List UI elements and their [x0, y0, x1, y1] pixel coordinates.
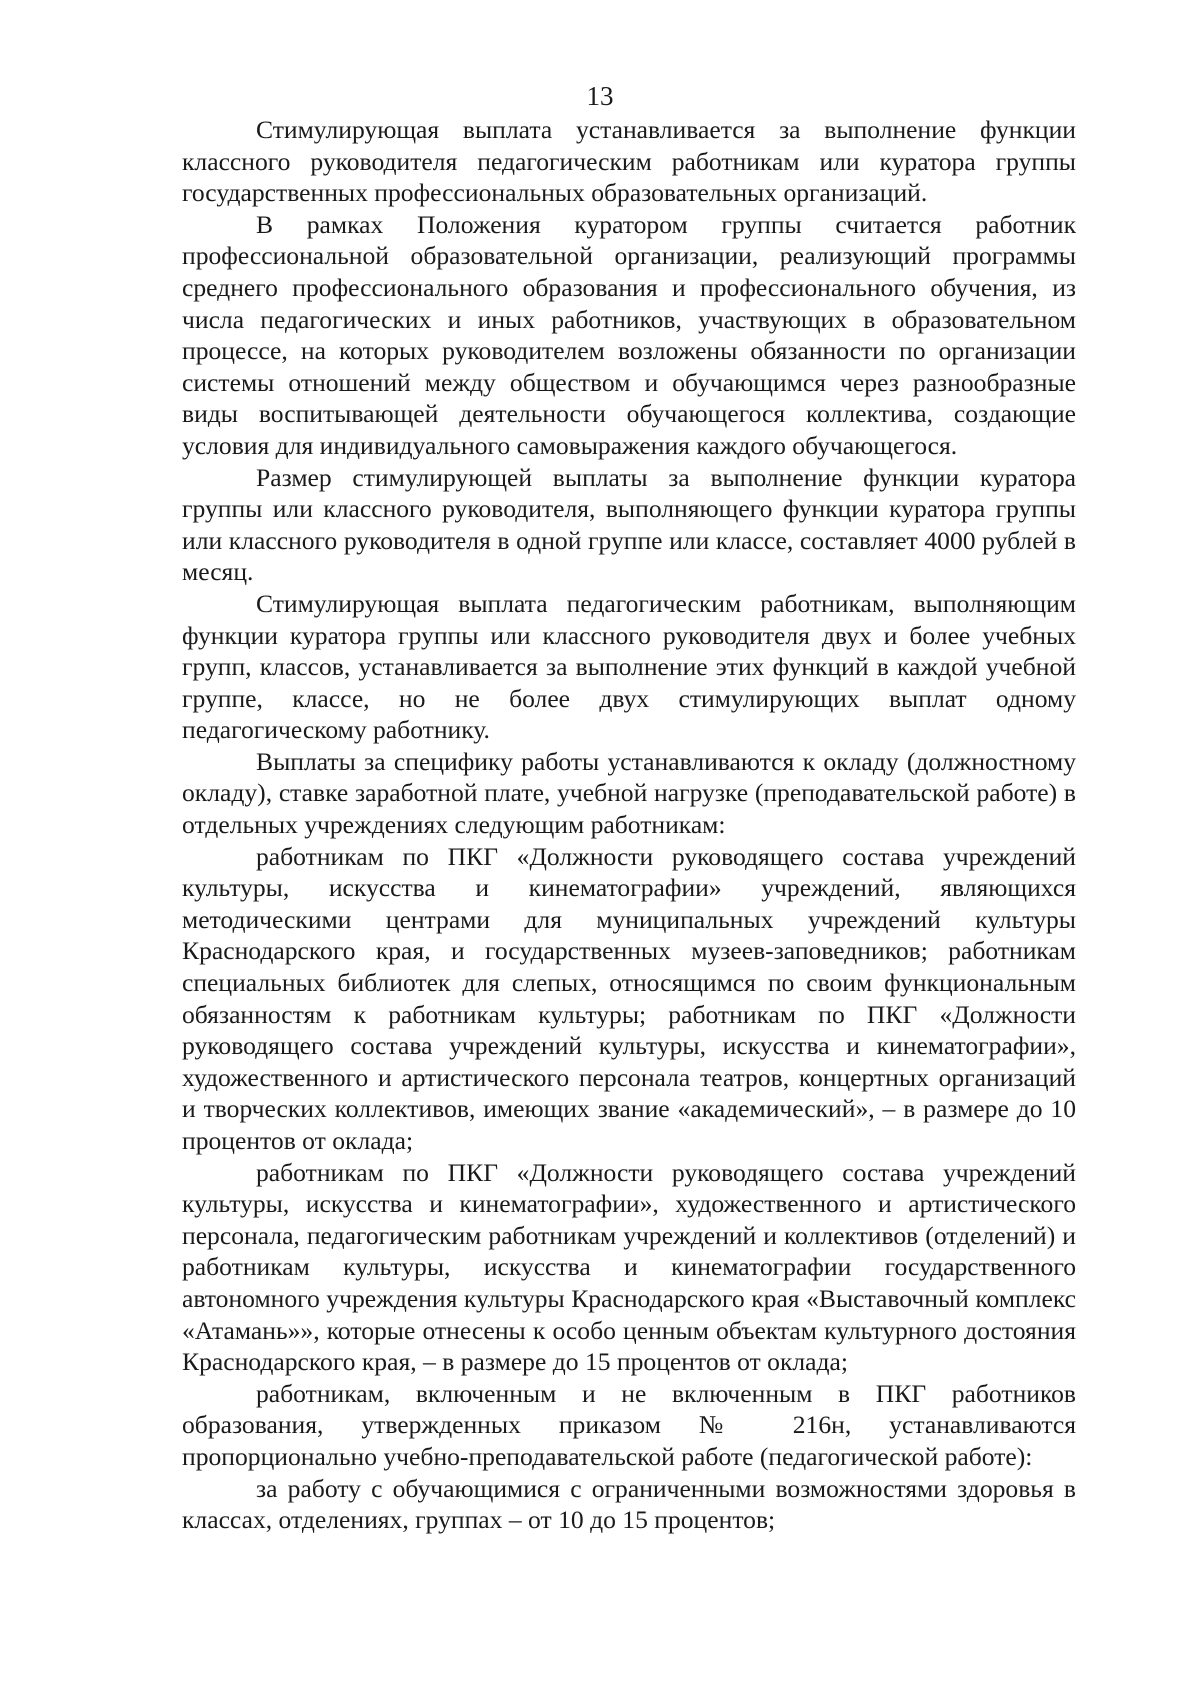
- paragraph: работникам, включенным и не включенным в ПКГ работников образования, утвержденных приказом № 216н, устанавливаются пропорционально учебно-преподавательской работе (педагогической работе):: [182, 1378, 1076, 1471]
- paragraph: Стимулирующая выплата педагогическим работникам, выполняющим функции куратора группы или классного руководителя двух и более учебных групп, классов, устанавливается за выполнение этих функций в каждой учебной группе, классе, но не более двух стимулирующих выплат одному педагогическому работнику.: [182, 588, 1076, 745]
- paragraph: Размер стимулирующей выплаты за выполнение функции куратора группы или классного руководителя, выполняющего функции куратора группы или классного руководителя в одной группе или классе, составляет 4000 рублей в месяц.: [182, 462, 1076, 587]
- paragraph: работникам по ПКГ «Должности руководящего состава учреждений культуры, искусства и кинематографии», художественного и артистического персонала, педагогическим работникам учреждений и коллективов (отделений) и работникам культуры, искусства и кинематографии государственного автономного учреждения культуры Краснодарского края «Выставочный комплекс «Атамань»», которые отнесены к особо ценным объектам культурного достояния Краснодарского края, – в размере до 15 процентов от оклада;: [182, 1157, 1076, 1377]
- paragraph: за работу с обучающимися с ограниченными возможностями здоровья в классах, отделениях, группах – от 10 до 15 процентов;: [182, 1473, 1076, 1535]
- paragraph: Стимулирующая выплата устанавливается за выполнение функции классного руководителя педагогическим работникам или куратора группы государственных профессиональных образовательных организаций.: [182, 115, 1076, 208]
- paragraph: В рамках Положения куратором группы считается работник профессиональной образовательной организации, реализующий программы среднего профессионального образования и профессионального обучения, из числа педагогических и иных работников, участвующих в образовательном процессе, на которых руководителем возложены обязанности по организации системы отношений между обществом и обучающимся через разнообразные виды воспитывающей деятельности обучающегося коллектива, создающие условия для индивидуального самовыражения каждого обучающегося.: [182, 209, 1076, 460]
- paragraph: работникам по ПКГ «Должности руководящего состава учреждений культуры, искусства и кинематографии» учреждений, являющихся методическими центрами для муниципальных учреждений культуры Краснодарского края, и государственных музеев-заповедников; работникам специальных библиотек для слепых, относящимся по своим функциональным обязанностям к работникам культуры; работникам по ПКГ «Должности руководящего состава учреждений культуры, искусства и кинематографии», художественного и артистического персонала театров, концертных организаций и творческих коллективов, имеющих звание «академический», – в размере до 10 процентов от оклада;: [182, 841, 1076, 1155]
- paragraph: Выплаты за специфику работы устанавливаются к окладу (должностному окладу), ставке заработной плате, учебной нагрузке (преподавательской работе) в отдельных учреждениях следующим работникам:: [182, 746, 1076, 840]
- page-number: 13: [586, 81, 614, 111]
- document-body: [182, 114, 1076, 1536]
